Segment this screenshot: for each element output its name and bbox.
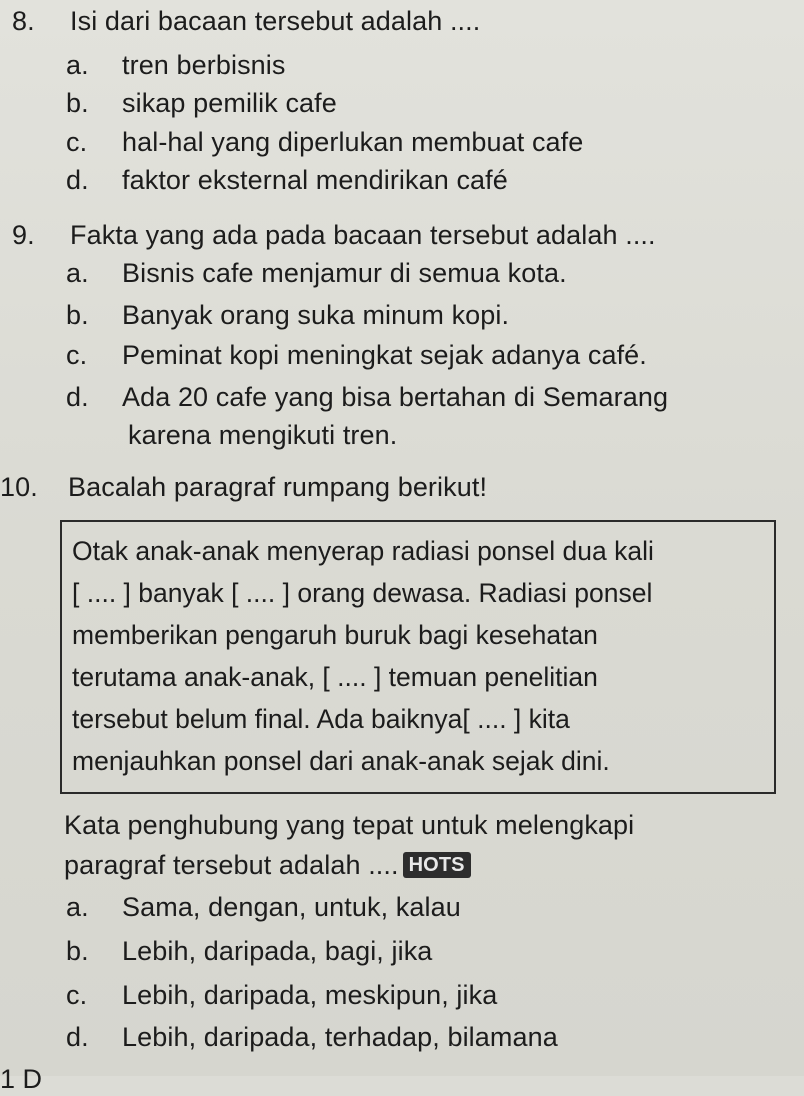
- option-letter: d.: [66, 165, 89, 195]
- option-text: sikap pemilik cafe: [122, 88, 337, 118]
- option-letter: a.: [66, 50, 89, 80]
- passage-line: terutama anak-anak, [ .... ] temuan penelitian: [72, 662, 598, 692]
- question-text: Isi dari bacaan tersebut adalah ....: [70, 6, 481, 36]
- passage-box: [60, 520, 776, 794]
- option-letter: c.: [66, 340, 88, 370]
- option-letter: a.: [66, 892, 89, 922]
- option-text: Lebih, daripada, terhadap, bilamana: [122, 1022, 558, 1052]
- option-text: faktor eksternal mendirikan café: [122, 165, 508, 195]
- option-text: Lebih, daripada, meskipun, jika: [122, 980, 498, 1010]
- option-10d: [66, 1020, 558, 1054]
- question-text: Bacalah paragraf rumpang berikut!: [68, 472, 488, 502]
- option-8b: [66, 86, 337, 120]
- hots-badge: HOTS: [403, 852, 471, 878]
- option-letter: b.: [66, 300, 89, 330]
- passage-line: memberikan pengaruh buruk bagi kesehatan: [72, 620, 598, 650]
- option-9a: [66, 256, 567, 290]
- passage-line: [ .... ] banyak [ .... ] orang dewasa. Radiasi ponsel: [72, 578, 653, 608]
- question-number: 9.: [12, 220, 35, 250]
- option-10c: [66, 978, 497, 1012]
- question-prompt-line: [64, 848, 471, 882]
- option-text: karena mengikuti tren.: [128, 420, 398, 450]
- question-10: [0, 470, 487, 504]
- option-letter: d.: [66, 382, 89, 412]
- option-8d: [66, 163, 508, 197]
- option-text: Ada 20 cafe yang bisa bertahan di Semarang: [122, 382, 669, 412]
- question-prompt-line: Kata penghubung yang tepat untuk melengkapi: [64, 810, 635, 840]
- option-text: Sama, dengan, untuk, kalau: [122, 892, 461, 922]
- option-9d-continuation: [128, 418, 397, 452]
- question-number: 8.: [12, 6, 35, 36]
- option-9d: [66, 380, 668, 414]
- option-letter: b.: [66, 88, 89, 118]
- option-letter: d.: [66, 1022, 89, 1052]
- option-letter: c.: [66, 980, 88, 1010]
- option-10b: [66, 934, 432, 968]
- option-text: Peminat kopi meningkat sejak adanya café.: [122, 340, 647, 370]
- question-number: 10.: [0, 472, 38, 502]
- cutoff-next-question: 1 D: [0, 1064, 43, 1094]
- option-9b: [66, 298, 509, 332]
- question-text: Fakta yang ada pada bacaan tersebut adalah ....: [70, 220, 656, 250]
- option-text: Banyak orang suka minum kopi.: [122, 300, 510, 330]
- option-text: tren berbisnis: [122, 50, 286, 80]
- option-text: hal-hal yang diperlukan membuat cafe: [122, 127, 584, 157]
- option-10a: [66, 890, 461, 924]
- option-letter: a.: [66, 258, 89, 288]
- option-letter: c.: [66, 127, 88, 157]
- passage-line: Otak anak-anak menyerap radiasi ponsel dua kali: [72, 536, 654, 566]
- option-text: Lebih, daripada, bagi, jika: [122, 936, 433, 966]
- option-text: Bisnis cafe menjamur di semua kota.: [122, 258, 567, 288]
- passage-line: tersebut belum final. Ada baiknya[ .... ] kita: [72, 704, 570, 734]
- question-prompt-text: paragraf tersebut adalah ....: [64, 850, 399, 880]
- option-9c: [66, 338, 647, 372]
- option-8a: [66, 48, 285, 82]
- passage-line: menjauhkan ponsel dari anak-anak sejak dini.: [72, 746, 610, 776]
- option-letter: b.: [66, 936, 89, 966]
- option-8c: [66, 125, 583, 159]
- question-8: [12, 4, 480, 38]
- question-9: [12, 218, 656, 252]
